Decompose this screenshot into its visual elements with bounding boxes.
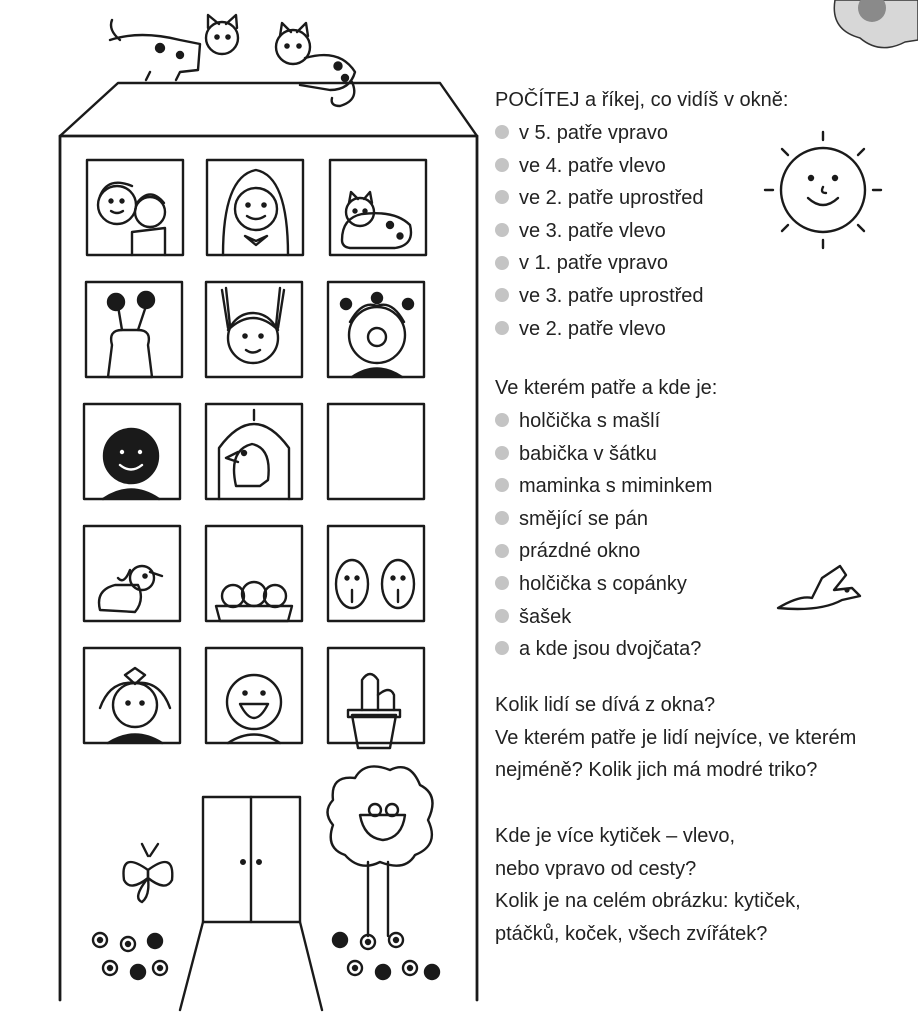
bullet-icon: [495, 511, 509, 525]
bullet-icon: [495, 413, 509, 427]
list-item: [495, 568, 712, 601]
window-3-middle[interactable]: [206, 404, 302, 499]
list-item-text: holčička s copánky: [519, 572, 687, 595]
window-2-right[interactable]: [328, 526, 424, 621]
bullet-icon: [495, 641, 509, 655]
question-paragraph-1: [495, 689, 856, 787]
list-item: [495, 503, 712, 536]
sun-icon: [765, 132, 881, 248]
list-item-text: ve 2. patře uprostřed: [519, 187, 704, 210]
tree-icon: [328, 766, 433, 936]
paragraph-line: nejméně? Kolik jich má modré triko?: [495, 759, 818, 782]
bullet-icon: [495, 321, 509, 335]
list-item: [495, 313, 704, 346]
paragraph-line: Ve kterém patře je lidí nejvíce, ve kterém: [495, 726, 857, 749]
question-paragraph-2: [495, 820, 801, 950]
section2-heading-text: Ve kterém patře a kde je:: [495, 377, 718, 399]
window-5-right[interactable]: [330, 160, 426, 255]
window-5-left[interactable]: [87, 160, 183, 255]
paragraph-line: Kolik je na celém obrázku: kytiček,: [495, 890, 801, 913]
window-1-left[interactable]: [84, 648, 180, 743]
list-item-text: ve 3. patře vlevo: [519, 219, 666, 242]
window-4-middle[interactable]: [206, 282, 302, 377]
bullet-icon: [495, 576, 509, 590]
bullet-icon: [495, 190, 509, 204]
window-2-middle[interactable]: [206, 526, 302, 621]
list-item: [495, 601, 712, 634]
list-item-text: a kde jsou dvojčata?: [519, 638, 702, 661]
list-item: [495, 182, 704, 215]
section2-list: [495, 405, 712, 666]
window-5-middle[interactable]: [207, 160, 303, 255]
paragraph-line: ptáčků, koček, všech zvířátek?: [495, 922, 768, 945]
section1-list: [495, 117, 704, 345]
door: [180, 797, 322, 1010]
bullet-icon: [495, 158, 509, 172]
bullet-icon: [495, 256, 509, 270]
window-1-middle[interactable]: [206, 648, 302, 743]
list-item: [495, 117, 704, 150]
list-item: [495, 150, 704, 183]
list-item: [495, 535, 712, 568]
list-item-text: v 1. patře vpravo: [519, 252, 668, 275]
flowers-right-icon: [333, 933, 439, 979]
bullet-icon: [495, 288, 509, 302]
paragraph-line: nebo vpravo od cesty?: [495, 857, 697, 880]
butterfly-icon: [124, 844, 173, 902]
window-3-right[interactable]: [328, 404, 424, 499]
cat-left-icon: [110, 15, 238, 80]
list-item: [495, 470, 712, 503]
list-item-text: ve 3. patře uprostřed: [519, 284, 704, 307]
bullet-icon: [495, 544, 509, 558]
flowers-left-icon: [93, 933, 167, 979]
section1-heading-text: POČÍTEJ a říkej, co vidíš v okně:: [495, 89, 789, 111]
list-item: [495, 405, 712, 438]
window-3-left[interactable]: [84, 404, 180, 499]
list-item-text: v 5. patře vpravo: [519, 122, 668, 144]
list-item-text: babička v šátku: [519, 442, 657, 465]
list-item: [495, 247, 704, 280]
list-item-text: šašek: [519, 605, 572, 628]
bullet-icon: [495, 446, 509, 460]
bullet-icon: [495, 223, 509, 237]
bird-icon: [778, 566, 860, 609]
window-4-right[interactable]: [328, 282, 424, 377]
list-item-text: smějící se pán: [519, 507, 648, 530]
paragraph-line: Kde je více kytiček – vlevo,: [495, 825, 736, 847]
window-2-left[interactable]: [84, 526, 180, 621]
window-4-left[interactable]: [86, 282, 182, 377]
list-item-text: prázdné okno: [519, 540, 641, 563]
list-item-text: ve 2. patře vlevo: [519, 317, 666, 340]
list-item-text: ve 4. patře vlevo: [519, 154, 666, 177]
cloud-decoration: [834, 0, 918, 48]
section1-heading: [495, 84, 788, 117]
section2-heading: [495, 372, 717, 405]
paragraph-line: Kolik lidí se dívá z okna?: [495, 694, 716, 716]
bullet-icon: [495, 478, 509, 492]
bullet-icon: [495, 125, 509, 139]
list-item: [495, 438, 712, 471]
list-item: [495, 633, 712, 666]
list-item-text: holčička s mašlí: [519, 410, 661, 432]
window-1-right[interactable]: [328, 648, 424, 748]
list-item: [495, 215, 704, 248]
building: [60, 83, 477, 1000]
bullet-icon: [495, 609, 509, 623]
list-item-text: maminka s miminkem: [519, 475, 713, 498]
list-item: [495, 280, 704, 313]
